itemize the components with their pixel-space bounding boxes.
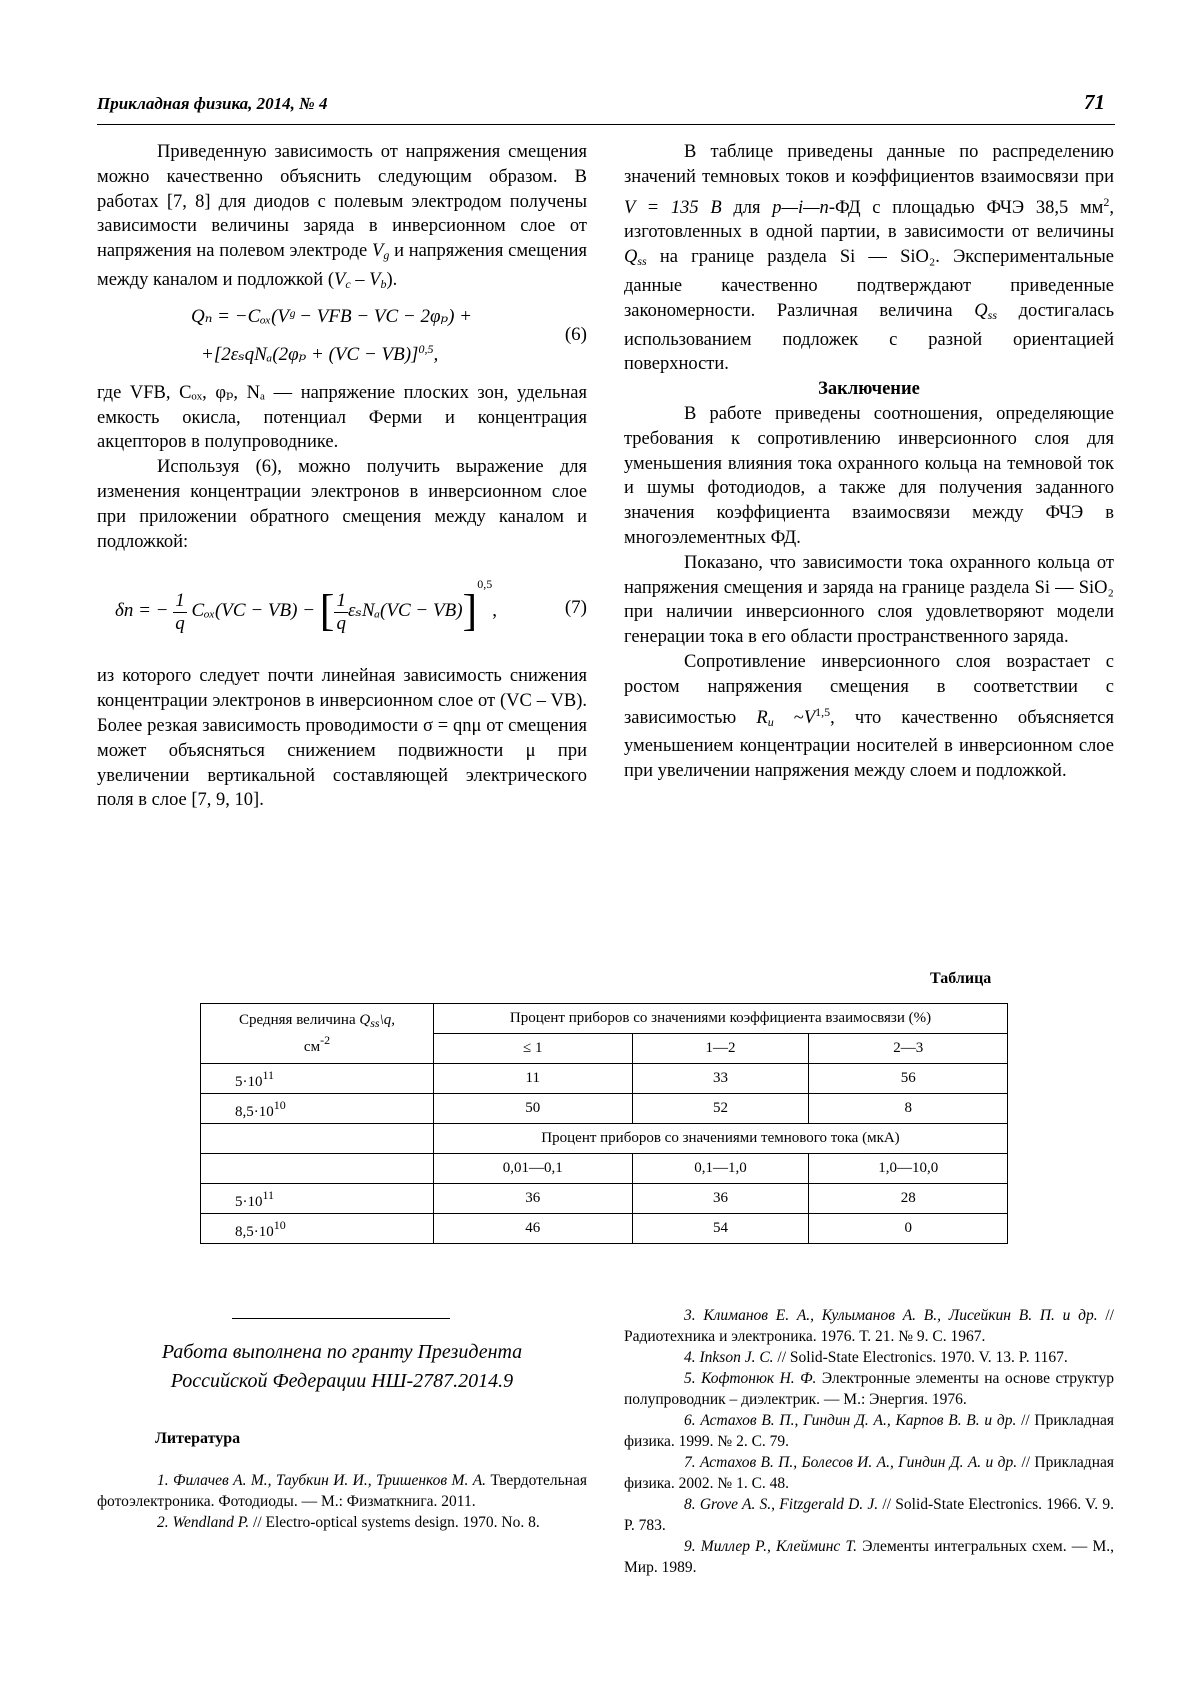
data-table — [200, 1003, 1008, 1244]
table-header-cell: ≤ 1 — [434, 1034, 633, 1064]
table-cell: $5\cdot 10^{11}$ — [201, 1064, 434, 1094]
table-cell: $8,5\cdot 10^{10}$ — [201, 1214, 434, 1244]
table-cell — [201, 1124, 434, 1154]
table-cell: 28 — [809, 1184, 1008, 1214]
reference-item: 3. Климанов Е. А., Кулыманов А. В., Лисейкин В. П. и др. // Радиотехника и электроника. 1976. Т. 21. № 9. С. 1967. — [624, 1307, 1114, 1345]
table-cell: 8 — [809, 1094, 1008, 1124]
left-column — [97, 140, 587, 813]
equation-6-line2: $+[2\varepsilon_sqN_a(2\varphi_p + (VC - VB)]^{0,5}$, — [201, 341, 439, 365]
table-row — [201, 1154, 1008, 1184]
references-left — [97, 1470, 587, 1533]
table-header-cell: Процент приборов со значениями темнового тока (мкА) — [434, 1124, 1008, 1154]
paragraph-conductivity: из которого следует почти линейная зависимость снижения концентрации электронов в инверсионном слое от (VC – VB). Более резкая зависимость проводимости σ = qnμ от смещения может объясняться снижением подвижности μ при увеличении вертикальной составляющей электрического поля в слое [7, 9, 10]. — [97, 666, 587, 811]
equation-6-line1: Qₙ = −Cₒₓ(Vᵍ − VFB − VC − 2φₚ) + — [191, 305, 472, 327]
paragraph-table-intro: В таблице приведены данные по распределению значений темновых токов и коэффициентов взаимосвязи при V = 135 В для p—i—n-ФД с площадью ФЧЭ 38,5 $мм^2$, изготовленных в одной партии, в зависимости от величины $Q_{ss}$ на границе раздела Si — SiO₂. Экспериментальные данные качественно подтверждают приведенные закономерности. Различная величина $Q_{ss}$ достигалась использованием подложек с разной ориентацией поверхности. — [624, 142, 1115, 375]
paragraph-intro: Приведенную зависимость от напряжения смещения можно качественно объяснить следующим образом. В работах [7, 8] для диодов с полевым электродом получены зависимости величины заряда в инверсионном слое от напряжения на полевом электроде $V_g$ и напряжения смещения между каналом и подложкой $(V_c - V_b)$. — [97, 142, 587, 291]
table-header-cell: 2—3 — [809, 1034, 1008, 1064]
table-header-cell: Процент приборов со значениями коэффициента взаимосвязи (%) — [434, 1004, 1008, 1034]
equation-6 — [97, 297, 587, 381]
table-cell: 0 — [809, 1214, 1008, 1244]
table-caption: Таблица — [930, 970, 992, 987]
table-row — [201, 1184, 1008, 1214]
equation-7: δn = − $\frac{1}{q}$ Cₒₓ(VC − VB) − [ $\frac{1}{q}$ εₛNₐ(VC − VB)]$^{0,5}$, (7) — [115, 577, 587, 636]
table-row — [201, 1124, 1008, 1154]
reference-item: 2. Wendland P. // Electro-optical systems design. 1970. No. 8. — [157, 1514, 540, 1531]
paragraph-derivation: Используя (6), можно получить выражение для изменения концентрации электронов в инверсионном слое при приложении обратного смещения между каналом и подложкой: — [97, 457, 587, 552]
table-cell: 33 — [632, 1064, 809, 1094]
table-cell: 36 — [434, 1184, 633, 1214]
table-cell: $8,5\cdot 10^{10}$ — [201, 1094, 434, 1124]
table-row — [201, 1004, 1008, 1034]
footnote-divider — [232, 1318, 450, 1319]
conclusion-paragraph-2: Показано, что зависимости тока охранного кольца от напряжения смещения и заряда на границе раздела Si — SiO₂ при наличии инверсионного слоя удовлетворяют модели генерации тока в его области пространственного заряда. — [624, 552, 1114, 648]
table-row — [201, 1064, 1008, 1094]
reference-item: 5. Кофтонюк Н. Ф. Электронные элементы на основе структур полупроводник – диэлектрик. — М.: Энергия. 1976. — [624, 1370, 1114, 1408]
conclusion-paragraph-3: Сопротивление инверсионного слоя возрастает с ростом напряжения смещения в соответствии с зависимостью $R_u$ $\sim V^{1,5}$, что качественно объясняется уменьшением концентрации носителей в инверсионном слое при увеличении напряжения между слоем и подложкой. — [624, 651, 1115, 782]
conclusion-heading: Заключение — [818, 379, 920, 400]
references-right — [624, 1305, 1114, 1578]
journal-title: Прикладная физика, 2014, № 4 — [97, 94, 328, 113]
equation-6-number: (6) — [564, 323, 587, 345]
reference-item: 9. Миллер Р., Клейминс Т. Элементы интегральных схем. — М., Мир. 1989. — [624, 1538, 1114, 1576]
table-cell: 11 — [434, 1064, 633, 1094]
reference-item: 4. Inkson J. C. // Solid-State Electronics. 1970. V. 13. P. 1167. — [684, 1349, 1068, 1366]
reference-item: 6. Астахов В. П., Гиндин Д. А., Карпов В. В. и др. // Прикладная физика. 1999. № 2. С. 79. — [624, 1412, 1115, 1450]
table-cell: 50 — [434, 1094, 633, 1124]
running-header — [97, 90, 1115, 125]
reference-item: 8. Grove A. S., Fitzgerald D. J. // Solid-State Electronics. 1966. V. 9. P. 783. — [624, 1496, 1114, 1534]
table-cell: 54 — [632, 1214, 809, 1244]
page-number: 71 — [1084, 90, 1105, 114]
literature-heading: Литература — [155, 1430, 241, 1447]
table-row — [201, 1094, 1008, 1124]
table-header-cell: 0,1—1,0 — [632, 1154, 809, 1184]
paragraph-definitions: где VFB, Cₒₓ, φₚ, Nₐ — напряжение плоских зон, удельная емкость окисла, потенциал Ферми и концентрация акцепторов в полупроводнике. — [97, 382, 587, 453]
table-cell: 52 — [632, 1094, 809, 1124]
table-header-cell: 0,01—0,1 — [434, 1154, 633, 1184]
equation-7-fraction: $\frac{1}{q}$ — [175, 589, 185, 634]
conclusion-paragraph-1: В работе приведены соотношения, определяющие требования к сопротивлению инверсионного слоя для уменьшения влияния тока охранного кольца на темновой ток и шумы фотодиодов, а также для получения заданного значения коэффициента взаимосвязи между ФЧЭ в многоэлементных ФД. — [624, 403, 1114, 548]
table-cell: 46 — [434, 1214, 633, 1244]
table-cell: $5\cdot 10^{11}$ — [201, 1184, 434, 1214]
table-header-cell: 1,0—10,0 — [809, 1154, 1008, 1184]
table-cell: 56 — [809, 1064, 1008, 1094]
right-column — [624, 140, 1114, 784]
table-row — [201, 1214, 1008, 1244]
table-header-cell: Средняя величина $Q_{ss}\backslash q$, $см^{-2}$ — [201, 1004, 434, 1064]
reference-item: 7. Астахов В. П., Болесов И. А., Гиндин Д. А. и др. // Прикладная физика. 2002. № 1. С. 48. — [624, 1454, 1114, 1492]
reference-item: 1. Филачев А. М., Таубкин И. И., Тришенков М. А. Твердотельная фотоэлектроника. Фотодиоды. — М.: Физматкнига. 2011. — [97, 1472, 587, 1510]
equation-7-number: (7) — [564, 597, 587, 619]
table-header-cell: 1—2 — [632, 1034, 809, 1064]
table-cell — [201, 1154, 434, 1184]
table-cell: 36 — [632, 1184, 809, 1214]
grant-acknowledgement: Работа выполнена по гранту Президента Российской Федерации НШ-2787.2014.9 — [161, 1341, 523, 1392]
